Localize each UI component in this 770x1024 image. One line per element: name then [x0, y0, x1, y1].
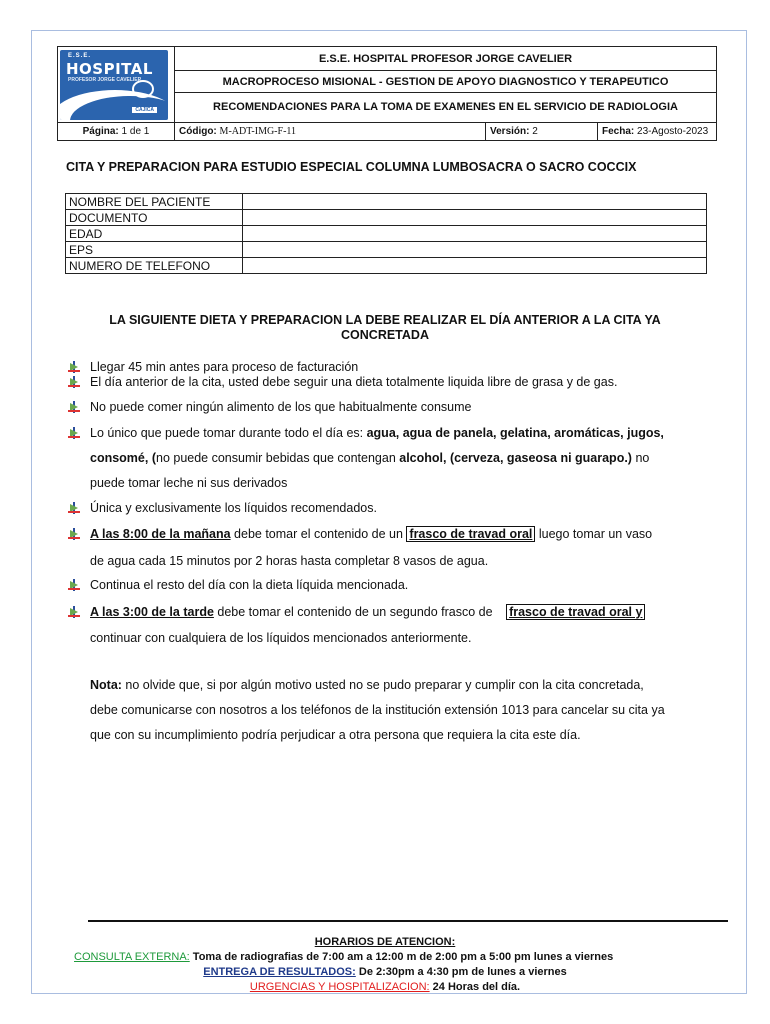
- preparation-heading: [60, 313, 710, 343]
- text-run: Lo único que puede tomar durante todo el día es:: [90, 426, 367, 440]
- text-run: consomé, (: [90, 451, 156, 465]
- version-label: Versión:: [490, 126, 530, 137]
- note-line2: debe comunicarse con nosotros a los teléfonos de la institución extensión 1013 para cancelar su cita ya: [90, 703, 665, 717]
- document-label: DOCUMENTO: [66, 210, 243, 226]
- document-field[interactable]: [243, 210, 707, 226]
- consulta-hours: [74, 951, 613, 963]
- text-run: luego tomar un vaso: [535, 527, 653, 541]
- patient-name-label: NOMBRE DEL PACIENTE: [66, 194, 243, 210]
- text-run: no puede consumir bebidas que contengan: [156, 451, 400, 465]
- instruction-text: Única y exclusivamente los líquidos recomendados.: [90, 501, 377, 515]
- date-info: [598, 126, 716, 137]
- arrow-bullet-icon: [68, 579, 80, 591]
- logo-subtitle-text: PROFESOR JORGE CAVELIER: [68, 76, 142, 83]
- hospital-logo: [60, 50, 168, 120]
- arrow-bullet-icon: [68, 606, 80, 618]
- page-label: Página:: [82, 126, 119, 137]
- instruction-text: No puede comer ningún alimento de los que habitualmente consume: [90, 400, 472, 414]
- eps-label: EPS: [66, 242, 243, 258]
- page-value: 1 de 1: [121, 126, 150, 137]
- consulta-text: Toma de radiografias de 7:00 am a 12:00 m de 2:00 pm a 5:00 pm lunes a viernes: [189, 951, 614, 963]
- code-label: Código:: [179, 126, 217, 137]
- code-info: [175, 123, 486, 141]
- morning-time-text: A las 8:00 de la mañana: [90, 527, 231, 541]
- instruction-text: de agua cada 15 minutos por 2 horas hasta completar 8 vasos de agua.: [90, 554, 489, 568]
- arrow-bullet-icon: [68, 401, 80, 413]
- instruction-text: [90, 426, 664, 440]
- afternoon-time-text: A las 3:00 de la tarde: [90, 605, 214, 619]
- instruction-text: [90, 451, 649, 465]
- date-value: 23-Agosto-2023: [637, 126, 709, 137]
- date-label: Fecha:: [602, 126, 635, 137]
- arrow-bullet-icon: [68, 376, 80, 388]
- logo-top-text: E.S.E.: [68, 52, 92, 59]
- hospital-logo-cell: [58, 47, 175, 123]
- urgencias-label: URGENCIAS Y HOSPITALIZACION:: [249, 981, 430, 993]
- phone-label: NUMERO DE TELEFONO: [66, 258, 243, 274]
- instruction-text: El día anterior de la cita, usted debe seguir una dieta totalmente liquida libre de grasa y de gas.: [90, 375, 618, 389]
- document-title: RECOMENDACIONES PARA LA TOMA DE EXAMENES EN EL SERVICIO DE RADIOLOGIA: [175, 93, 717, 123]
- text-run: debe tomar el contenido de un segundo frasco de: [213, 605, 497, 619]
- version-info: [486, 123, 598, 140]
- note-line3: que con su incumplimiento podría perjudicar a otra persona que requiera la cita este día.: [90, 728, 581, 742]
- entrega-label: ENTREGA DE RESULTADOS:: [203, 966, 356, 978]
- patient-name-field[interactable]: [243, 194, 707, 210]
- version-date-info: [486, 123, 717, 141]
- version-value: 2: [532, 126, 538, 137]
- age-label: EDAD: [66, 226, 243, 242]
- institution-name: E.S.E. HOSPITAL PROFESOR JORGE CAVELIER: [175, 47, 717, 71]
- emergency-hours: [0, 981, 770, 993]
- medication-box: frasco de travad oral y: [506, 604, 645, 620]
- instruction-text: Continua el resto del día con la dieta líquida mencionada.: [90, 578, 409, 592]
- patient-info-table: [65, 193, 707, 274]
- instruction-text: puede tomar leche ni sus derivados: [90, 476, 288, 490]
- medication-box: frasco de travad oral: [406, 526, 535, 542]
- consulta-label: CONSULTA EXTERNA:: [74, 951, 190, 963]
- logo-city-text: CAJICA: [131, 106, 158, 114]
- urgencias-text: 24 Horas del día.: [429, 981, 521, 993]
- code-value: M-ADT-IMG-F-11: [219, 126, 297, 137]
- age-field[interactable]: [243, 226, 707, 242]
- allowed-drinks-text: agua, agua de panela, gelatina, aromáticas, jugos,: [366, 426, 664, 440]
- hours-heading: HORARIOS DE ATENCION:: [314, 936, 456, 948]
- note-text: no olvide que, si por algún motivo usted no se pudo preparar y cumplir con la cita concretada,: [121, 678, 644, 692]
- instruction-text: [90, 605, 645, 619]
- phone-field[interactable]: [243, 258, 707, 274]
- arrow-bullet-icon: [68, 427, 80, 439]
- exam-title: CITA Y PREPARACION PARA ESTUDIO ESPECIAL COLUMNA LUMBOSACRA O SACRO COCCIX: [66, 160, 637, 174]
- text-run: debe tomar el contenido de un: [230, 527, 407, 541]
- document-header: [57, 46, 717, 141]
- note-line1: [90, 678, 644, 692]
- note-label: Nota:: [90, 678, 122, 692]
- arrow-bullet-icon: [68, 528, 80, 540]
- preparation-heading-line2: CONCRETADA: [341, 328, 429, 342]
- process-name: MACROPROCESO MISIONAL - GESTION DE APOYO DIAGNOSTICO Y TERAPEUTICO: [175, 71, 717, 93]
- instruction-text: Llegar 45 min antes para proceso de facturación: [90, 360, 359, 374]
- preparation-heading-line1: LA SIGUIENTE DIETA Y PREPARACION LA DEBE REALIZAR EL DÍA ANTERIOR A LA CITA YA: [109, 313, 661, 327]
- text-run: no: [631, 451, 650, 465]
- entrega-text: De 2:30pm a 4:30 pm de lunes a viernes: [355, 966, 567, 978]
- logo-name-text: HOSPITAL: [66, 59, 153, 78]
- results-hours: [0, 966, 770, 978]
- eps-field[interactable]: [243, 242, 707, 258]
- footer-divider: [88, 920, 728, 922]
- instruction-text: continuar con cualquiera de los líquidos mencionados anteriormente.: [90, 631, 472, 645]
- page-info: [58, 123, 175, 141]
- arrow-bullet-icon: [68, 502, 80, 514]
- arrow-bullet-icon: [68, 361, 80, 373]
- forbidden-drinks-text: alcohol, (cerveza, gaseosa ni guarapo.): [399, 451, 632, 465]
- instruction-text: [90, 527, 652, 541]
